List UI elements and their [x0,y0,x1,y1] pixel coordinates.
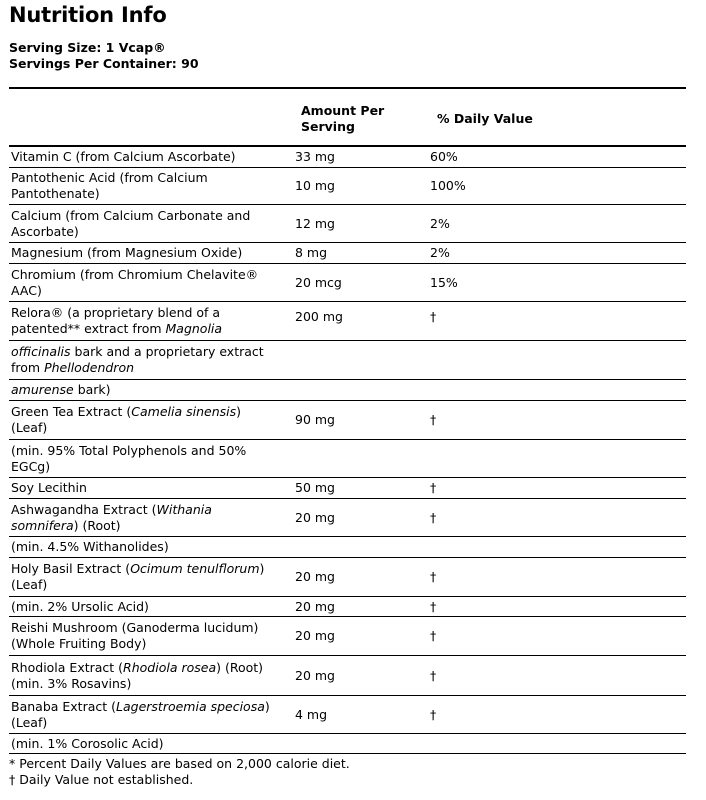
table-row [9,656,686,696]
daily-value: † [430,569,437,584]
daily-value: 15% [430,275,458,290]
nutrient-name: (min. 1% Corosolic Acid) [11,736,164,751]
daily-value: 2% [430,216,450,231]
daily-value: † [430,707,437,722]
serving-size: Serving Size: 1 Vcap® [9,40,166,55]
nutrient-name: (min. 2% Ursolic Acid) [11,599,149,614]
table-row [9,264,686,302]
daily-value: † [430,668,437,683]
amount-per-serving: 12 mg [295,216,335,231]
daily-value: † [430,599,437,614]
nutrient-name: Green Tea Extract (Camelia sinensis) (Leaf) [11,404,242,435]
footnote-percent: * Percent Daily Values are based on 2,000 calorie diet. [9,756,350,771]
amount-per-serving: 20 mg [295,599,335,614]
amount-header [301,103,384,135]
footnote-dagger: † Daily Value not established. [9,772,194,787]
table-row [9,537,686,558]
table-row [9,734,686,754]
nutrient-name: officinalis bark and a proprietary extract from Phellodendron [11,344,264,375]
amount-per-serving: 20 mg [295,628,335,643]
table-row [9,558,686,597]
nutrient-name: Reishi Mushroom (Ganoderma lucidum) (Whole Fruiting Body) [11,620,259,651]
daily-value-header: % Daily Value [437,111,533,126]
amount-per-serving: 20 mg [295,668,335,683]
table-row [9,168,686,205]
table-row [9,341,686,380]
amount-per-serving: 4 mg [295,707,328,722]
nutrient-name: Rhodiola Extract (Rhodiola rosea) (Root) (min. 3% Rosavins) [11,660,264,691]
table-row [9,597,686,617]
table-row [9,302,686,341]
amount-per-serving: 20 mg [295,510,335,525]
top-rule [9,87,686,89]
amount-per-serving: 90 mg [295,412,335,427]
servings-per-container: Servings Per Container: 90 [9,56,199,71]
amount-per-serving: 20 mcg [295,275,342,290]
page-title: Nutrition Info [9,3,167,27]
amount-per-serving: 8 mg [295,245,328,260]
table-row [9,440,686,478]
nutrient-name: Relora® (a proprietary blend of a patented** extract from Magnolia [11,305,223,336]
table-row [9,478,686,499]
nutrient-name: Chromium (from Chromium Chelavite® AAC) [11,267,259,298]
daily-value: † [430,628,437,643]
nutrient-name: (min. 95% Total Polyphenols and 50% EGCg) [11,443,247,474]
table-row [9,243,686,264]
amount-per-serving: 50 mg [295,480,335,495]
nutrient-name: amurense bark) [11,382,111,397]
amount-per-serving: 10 mg [295,178,335,193]
table-row [9,205,686,243]
daily-value: † [430,510,437,525]
amount-per-serving: 20 mg [295,569,335,584]
daily-value: 2% [430,245,450,260]
nutrient-name: Magnesium (from Magnesium Oxide) [11,245,243,260]
table-row [9,696,686,734]
daily-value: † [430,412,437,427]
table-row [9,499,686,537]
nutrient-name: (min. 4.5% Withanolides) [11,539,169,554]
table-row [9,617,686,656]
table-row [9,147,686,168]
nutrient-name: Banaba Extract (Lagerstroemia speciosa) (Leaf) [11,699,270,730]
nutrient-name: Soy Lecithin [11,480,87,495]
daily-value: † [430,309,437,324]
amount-per-serving: 33 mg [295,149,335,164]
nutrient-name: Pantothenic Acid (from Calcium Pantothenate) [11,170,208,201]
nutrient-name: Ashwagandha Extract (Withania somnifera) (Root) [11,502,212,533]
daily-value: 100% [430,178,466,193]
nutrient-name: Calcium (from Calcium Carbonate and Ascorbate) [11,208,251,239]
amount-header-line1: Amount Per [301,103,385,118]
daily-value: † [430,480,437,495]
nutrient-name: Vitamin C (from Calcium Ascorbate) [11,149,236,164]
table-row [9,380,686,401]
table-row [9,401,686,440]
amount-per-serving: 200 mg [295,309,343,324]
amount-header-line2: Serving [301,119,355,134]
daily-value: 60% [430,149,458,164]
nutrient-name: Holy Basil Extract (Ocimum tenulflorum) (Leaf) [11,561,265,592]
